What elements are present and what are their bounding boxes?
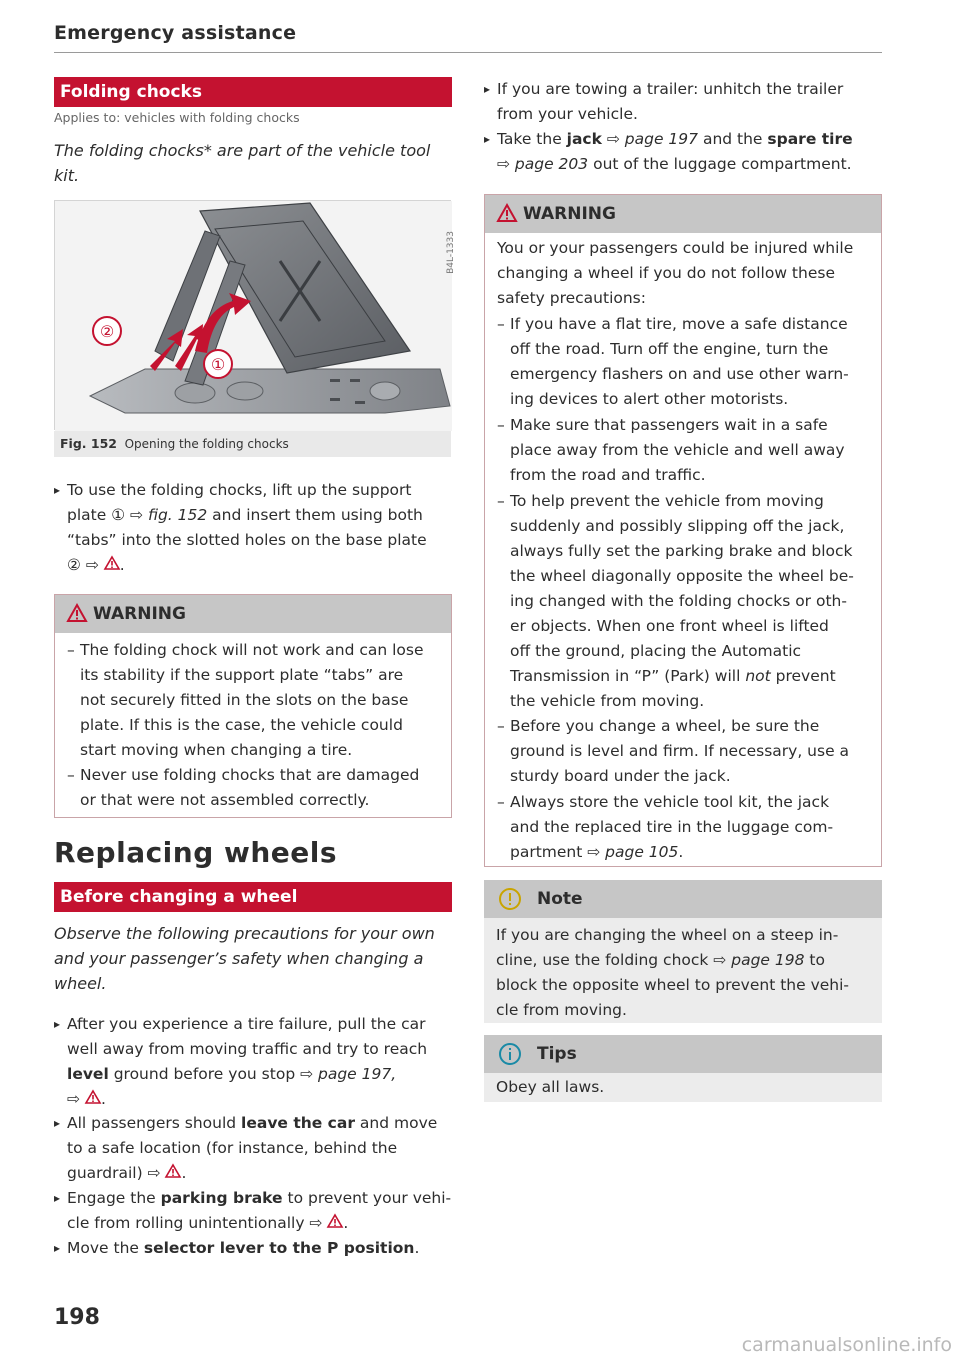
step-line: ground before you stop ⇨ — [108, 1065, 318, 1083]
folding-chocks-title: Folding chocks — [54, 77, 452, 107]
intro-line: and your passenger’s safety when changing a — [54, 949, 424, 968]
callout-ref: ① ⇨ — [111, 506, 143, 524]
warning-line: changing a wheel if you do not follow these — [497, 264, 835, 282]
arrow-ref: ⇨ — [601, 130, 625, 148]
step-parking-brake: ▸ Engage the parking brake to prevent your vehi- cle from rolling unintentionally ⇨ . — [54, 1186, 454, 1236]
warning-line: or that were not assembled correctly. — [80, 791, 370, 809]
arrow-ref: ⇨ — [497, 155, 515, 173]
warning-line: off the road. Turn off the engine, turn the — [510, 340, 829, 358]
intro-line: Observe the following precautions for your own — [54, 924, 435, 943]
step-line: . — [414, 1239, 420, 1257]
applies-to: Applies to: vehicles with folding chocks — [54, 110, 300, 125]
warning-item — [67, 763, 447, 813]
bold-term: parking brake — [160, 1189, 283, 1207]
step-line: Engage the — [67, 1189, 161, 1207]
folding-step: ▸ To use the folding chocks, lift up the support plate ① ⇨ fig. 152 and insert them using both “tabs” into the slotted holes on the base plate ② ⇨ . — [54, 478, 454, 578]
warning-line: from the road and traffic. — [510, 466, 706, 484]
replacing-intro — [54, 921, 454, 996]
step-line: and move — [354, 1114, 438, 1132]
step-line: ▸ If you are towing a trailer: unhitch the trailer — [497, 80, 844, 98]
warning-item — [497, 714, 881, 789]
warning-ref-icon[interactable] — [327, 1214, 343, 1232]
warning-ref-icon[interactable] — [85, 1090, 101, 1108]
warning-item — [497, 312, 881, 412]
step-line: plate — [67, 506, 112, 524]
warning-line: its stability if the support plate “tabs” are — [80, 666, 404, 684]
warning-line: . — [678, 843, 684, 861]
warning-line: off the ground, placing the Automatic — [510, 642, 802, 660]
warning-line: – Never use folding chocks that are damaged — [80, 766, 420, 784]
warning-item — [497, 413, 881, 488]
replacing-wheels-heading: Replacing wheels — [54, 836, 338, 869]
fig-link[interactable]: fig. 152 — [147, 506, 208, 524]
step-line: to a safe location (for instance, behind the — [67, 1139, 398, 1157]
warning-line: – To help prevent the vehicle from moving — [510, 492, 824, 510]
note-line: cle from moving. — [496, 1001, 627, 1019]
tips-box — [484, 1035, 882, 1102]
warning-line: always fully set the parking brake and block — [510, 542, 853, 560]
callout-2: ② — [99, 322, 115, 341]
warning-line: Transmission in “P” (Park) will — [510, 667, 746, 685]
note-line: block the opposite wheel to prevent the vehi- — [496, 976, 850, 994]
warning-line: – Make sure that passengers wait in a safe — [510, 416, 828, 434]
figure-caption — [54, 431, 451, 457]
warning-line: the vehicle from moving. — [510, 692, 705, 710]
note-line: to — [804, 951, 825, 969]
page-link[interactable]: page 197 — [624, 130, 699, 148]
warning-line: ing devices to alert other motorists. — [510, 390, 789, 408]
folding-chock-illustration — [55, 201, 452, 431]
warning-line: place away from the vehicle and well away — [510, 441, 845, 459]
step-line: out of the luggage compartment. — [588, 155, 852, 173]
folding-intro — [54, 138, 454, 188]
step-line: All passengers should — [67, 1114, 242, 1132]
warning-item — [497, 489, 881, 714]
note-body — [484, 918, 882, 1023]
step-line: to prevent your vehi- — [282, 1189, 452, 1207]
step-trailer — [484, 77, 884, 127]
page-link[interactable]: page 203 — [514, 155, 589, 173]
callout-1: ① — [210, 355, 226, 374]
tips-header — [484, 1035, 882, 1073]
callout-ref: ② ⇨ — [67, 556, 99, 574]
bold-term: selector lever to the P position — [143, 1239, 415, 1257]
warning-line: prevent — [770, 667, 836, 685]
step-line: cle from rolling unintentionally ⇨ — [67, 1214, 323, 1232]
caption-number: Fig. 152 — [60, 436, 117, 451]
note-text — [496, 923, 880, 1023]
warning-line: suddenly and possibly slipping off the jack, — [510, 517, 845, 535]
step-line: well away from moving traffic and try to reach — [67, 1040, 428, 1058]
warning-ref-icon[interactable] — [165, 1164, 181, 1182]
note-title: Note — [537, 889, 583, 909]
step-line: “tabs” into the slotted holes on the base plate — [67, 531, 427, 549]
tips-title: Tips — [537, 1044, 577, 1064]
step-selector-lever — [54, 1236, 454, 1261]
figure-code: B4L-1333 — [446, 231, 456, 274]
page-number: 198 — [54, 1305, 100, 1330]
arrow-ref: ⇨ — [67, 1090, 80, 1108]
warning-intro — [497, 236, 881, 311]
warning-line: and the replaced tire in the luggage com- — [510, 818, 834, 836]
warning-title: WARNING — [93, 604, 186, 624]
warning-box-folding — [54, 594, 452, 818]
warning-line: – If you have a flat tire, move a safe distance — [510, 315, 848, 333]
step-line: from your vehicle. — [497, 105, 638, 123]
warning-item — [497, 790, 881, 865]
intro-line: kit. — [54, 166, 80, 185]
watermark: carmanualsonline.info — [741, 1334, 952, 1356]
warning-line: plate. If this is the case, the vehicle could — [80, 716, 403, 734]
warning-line: You or your passengers could be injured while — [497, 239, 854, 257]
section-header: Emergency assistance — [54, 22, 297, 44]
warning-line: ing changed with the folding chocks or oth- — [510, 592, 847, 610]
bold-term: level — [67, 1065, 109, 1083]
warning-line: – The folding chock will not work and can lose — [80, 641, 424, 659]
note-header — [484, 880, 882, 918]
step-jack-spare — [484, 127, 884, 177]
warning-header — [55, 595, 451, 633]
warning-line: safety precautions: — [497, 289, 646, 307]
step-line: and insert them using both — [207, 506, 423, 524]
warning-line: – Before you change a wheel, be sure the — [510, 717, 820, 735]
warning-line: er objects. When one front wheel is lifted — [510, 617, 829, 635]
step-line: ▸ After you experience a tire failure, pull the car — [67, 1015, 426, 1033]
note-line: cline, use the folding chock ⇨ — [496, 951, 732, 969]
emphasis: not — [745, 667, 771, 685]
step-line: guardrail) ⇨ — [67, 1164, 161, 1182]
before-changing-title: Before changing a wheel — [54, 882, 452, 912]
bold-term: jack — [566, 130, 602, 148]
intro-line: The folding chocks* are part of the vehicle tool — [54, 141, 431, 160]
note-box — [484, 880, 882, 1023]
warning-line: emergency flashers on and use other warn- — [510, 365, 849, 383]
warning-line: start moving when changing a tire. — [80, 741, 353, 759]
warning-ref-icon[interactable] — [104, 556, 120, 574]
page-link[interactable]: page 198 — [731, 951, 805, 969]
warning-header — [485, 195, 881, 233]
warning-line: ground is level and firm. If necessary, use a — [510, 742, 850, 760]
step-line: and the — [698, 130, 768, 148]
step-tire-failure: ▸ After you experience a tire failure, pull the car well away from moving traffic and try to reach level ground before you stop ⇨ page 197, ⇨ . — [54, 1012, 454, 1112]
info-icon — [498, 1042, 522, 1066]
step-line: Take the — [497, 130, 567, 148]
warning-icon — [67, 604, 87, 622]
warning-item — [67, 638, 447, 763]
step-line: ▸ To use the folding chocks, lift up the support — [67, 481, 412, 499]
warning-line: – Always store the vehicle tool kit, the jack — [510, 793, 830, 811]
tips-body — [484, 1073, 882, 1102]
page-link[interactable]: page 105 — [605, 843, 679, 861]
warning-line: not securely fitted in the slots on the base — [80, 691, 409, 709]
tips-text: Obey all laws. — [496, 1078, 605, 1096]
warning-line: partment ⇨ — [510, 843, 606, 861]
note-line: If you are changing the wheel on a steep in- — [496, 926, 839, 944]
step-leave-car: ▸ All passengers should leave the car and move to a safe location (for instance, behind the guardrail) ⇨ . — [54, 1111, 454, 1186]
bold-term: leave the car — [241, 1114, 355, 1132]
warning-line: the wheel diagonally opposite the wheel be- — [510, 567, 854, 585]
header-rule — [54, 52, 882, 53]
note-icon — [498, 887, 522, 911]
page-link[interactable]: page 197, — [318, 1065, 397, 1083]
bold-term: spare tire — [767, 130, 853, 148]
warning-icon — [497, 204, 517, 222]
intro-line: wheel. — [54, 974, 107, 993]
warning-box-wheel — [484, 194, 882, 867]
step-line: Move the — [67, 1239, 144, 1257]
folding-chock-figure — [54, 200, 456, 430]
warning-line: sturdy board under the jack. — [510, 767, 731, 785]
caption-text: Opening the folding chocks — [124, 437, 289, 451]
warning-title: WARNING — [523, 204, 616, 224]
